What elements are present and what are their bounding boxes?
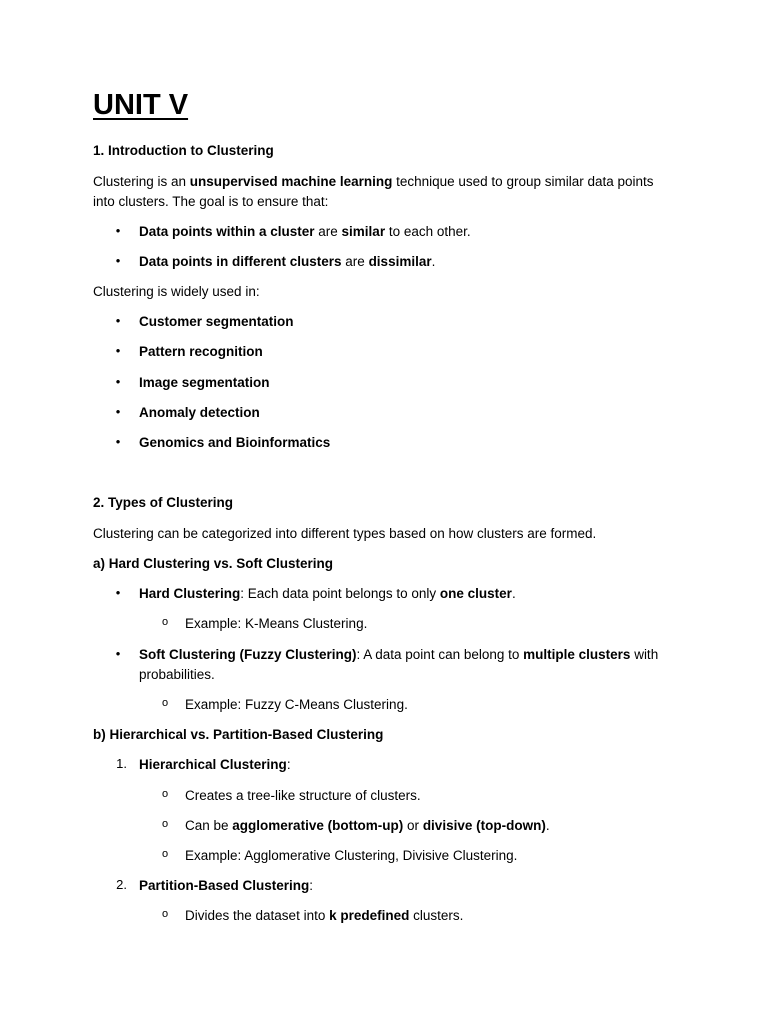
intro-paragraph-line-1 <box>93 172 654 192</box>
list-item: Anomaly detection <box>139 405 260 420</box>
numbered-item <box>139 876 313 896</box>
bullet-icon: • <box>115 646 121 661</box>
intro-text-a: Clustering is an <box>93 174 190 189</box>
list-item-text: . <box>431 254 436 269</box>
sub-bullet-icon: o <box>161 697 169 709</box>
sub-list-item-text: clusters. <box>409 908 464 923</box>
list-item: Pattern recognition <box>139 344 263 359</box>
subsection-a-heading: a) Hard Clustering vs. Soft Clustering <box>93 556 334 571</box>
list-item-bold: similar <box>341 224 386 239</box>
list-number: 2. <box>116 877 127 892</box>
numbered-item-bold: Hierarchical Clustering <box>139 757 287 772</box>
numbered-item-text: : <box>309 878 314 893</box>
list-item-bold: Data points in different clusters <box>139 254 342 269</box>
list-item <box>139 645 658 665</box>
sub-list-item-bold: k predefined <box>329 908 410 923</box>
subsection-b-heading: b) Hierarchical vs. Partition-Based Clustering <box>93 727 384 742</box>
sub-bullet-icon: o <box>161 616 169 628</box>
bullet-icon: • <box>115 313 121 328</box>
list-item-text: are <box>341 254 369 269</box>
list-item-text: are <box>314 224 342 239</box>
section-1-heading: 1. Introduction to Clustering <box>93 143 274 158</box>
bullet-icon: • <box>115 404 121 419</box>
list-item-bold: one cluster <box>439 586 512 601</box>
bullet-icon: • <box>115 434 121 449</box>
list-item-bold: Hard Clustering <box>139 586 241 601</box>
section-2-intro: Clustering can be categorized into different types based on how clusters are formed. <box>93 526 597 541</box>
intro-text-c: technique used to group similar data points <box>392 174 654 189</box>
page-title: UNIT V <box>93 89 189 121</box>
list-item-text: . <box>511 586 516 601</box>
intro-paragraph-line-2: into clusters. The goal is to ensure that: <box>93 194 329 209</box>
sub-bullet-icon: o <box>161 908 169 920</box>
list-item: Customer segmentation <box>139 314 294 329</box>
sub-list-item <box>185 816 550 836</box>
list-item <box>139 584 516 604</box>
sub-list-item <box>185 906 463 926</box>
sub-list-item-text: Divides the dataset into <box>185 908 330 923</box>
sub-list-item: Creates a tree-like structure of clusters. <box>185 788 421 803</box>
sub-bullet-icon: o <box>161 788 169 800</box>
list-item-bold: multiple clusters <box>523 647 631 662</box>
list-item-continuation: probabilities. <box>139 667 215 682</box>
numbered-item-text: : <box>286 757 291 772</box>
sub-list-item: Example: Fuzzy C-Means Clustering. <box>185 697 408 712</box>
list-item <box>139 252 435 272</box>
list-item-text: with <box>630 647 659 662</box>
sub-list-item-text: or <box>403 818 423 833</box>
uses-intro: Clustering is widely used in: <box>93 284 260 299</box>
list-item <box>139 222 471 242</box>
intro-text-bold: unsupervised machine learning <box>189 174 393 189</box>
bullet-icon: • <box>115 374 121 389</box>
list-item-text: : A data point can belong to <box>356 647 524 662</box>
sub-bullet-icon: o <box>161 848 169 860</box>
list-item-bold: Soft Clustering (Fuzzy Clustering) <box>139 647 357 662</box>
sub-list-item-text: Can be <box>185 818 233 833</box>
list-number: 1. <box>116 756 127 771</box>
section-2-heading: 2. Types of Clustering <box>93 495 234 510</box>
numbered-item-bold: Partition-Based Clustering <box>139 878 310 893</box>
bullet-icon: • <box>115 343 121 358</box>
list-item-text: : Each data point belongs to only <box>240 586 440 601</box>
sub-list-item: Example: K-Means Clustering. <box>185 616 368 631</box>
list-item: Image segmentation <box>139 375 270 390</box>
bullet-icon: • <box>115 253 121 268</box>
numbered-item <box>139 755 291 775</box>
sub-list-item-text: . <box>545 818 550 833</box>
bullet-icon: • <box>115 585 121 600</box>
list-item: Genomics and Bioinformatics <box>139 435 331 450</box>
sub-list-item: Example: Agglomerative Clustering, Divisive Clustering. <box>185 848 518 863</box>
list-item-text: to each other. <box>385 224 471 239</box>
list-item-bold: dissimilar <box>368 254 432 269</box>
sub-list-item-bold: agglomerative (bottom-up) <box>232 818 404 833</box>
sub-list-item-bold: divisive (top-down) <box>422 818 546 833</box>
bullet-icon: • <box>115 223 121 238</box>
list-item-bold: Data points within a cluster <box>139 224 315 239</box>
sub-bullet-icon: o <box>161 818 169 830</box>
